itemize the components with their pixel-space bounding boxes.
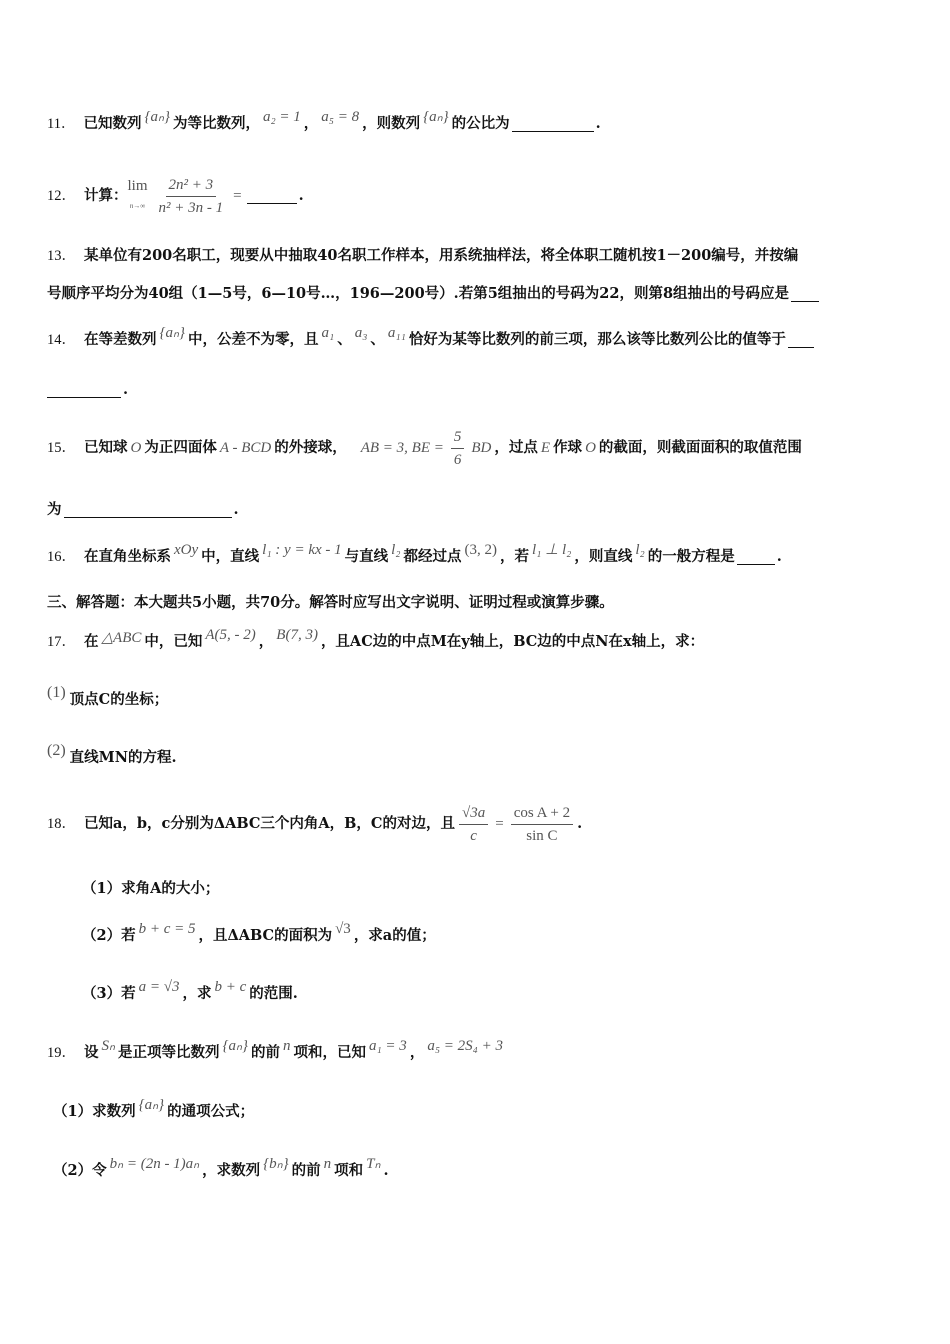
text: . [577,815,583,832]
fraction [156,175,227,218]
answer-blank[interactable] [512,117,594,132]
text: （2）若 [82,927,136,944]
numerator: 5 [451,427,465,449]
text: ， [303,115,319,132]
math: b + c [214,979,247,995]
fraction [451,427,465,470]
math: B(7, 3) [276,627,318,643]
question-number: 11． [47,116,76,132]
question-number: 18． [47,816,76,832]
numerator: cos A + 2 [511,803,573,825]
text: ，若 [500,548,530,565]
question-number: 16． [47,549,76,565]
question-19-part-2 [53,1156,910,1181]
question-17-part-1 [47,684,910,710]
text: 号顺序平均分为40组（1—5号，6—10号…，196—200号）.若第5组抽出的号码为22，则第8组抽出的号码应是 [47,285,790,302]
math: Sₙ [101,1038,115,1054]
text: （1）求角A的大小； [82,880,220,897]
question-17 [47,627,910,652]
text: （1）求数列 [53,1103,136,1120]
text: 的通项公式； [167,1103,255,1120]
question-13-line-2 [47,284,910,304]
question-number: 12． [47,188,76,204]
math: {aₙ} [159,325,185,341]
question-number: 17． [47,634,76,650]
text: 与直线 [344,548,389,565]
text: 已知数列 [83,115,142,132]
math: n [282,1038,291,1054]
math: (3, 2) [464,542,498,558]
question-19-part-1 [53,1097,910,1122]
math: a₅ = 8 [321,109,360,125]
text: 的前 [291,1162,321,1179]
text: （2）令 [53,1162,107,1179]
question-12 [47,176,910,216]
answer-blank[interactable] [788,333,814,348]
denominator: 6 [453,451,462,468]
text: ，则数列 [362,115,421,132]
text: 直线MN的方程. [69,749,177,766]
limit-subscript: n→∞ [129,202,146,210]
question-11 [47,109,910,134]
text: 为 [47,501,62,518]
fraction [511,803,573,846]
text: ， [258,633,274,650]
text: . [595,115,601,132]
section-title: 三、解答题：本大题共5小题，共70分。解答时应写出文字说明、证明过程或演算步骤。 [47,594,614,611]
math: O [130,440,142,456]
text: 在 [84,633,99,650]
math: √3 [335,921,351,937]
math: a₁ = 3 [368,1038,407,1054]
math: Tₙ [366,1156,381,1172]
question-15-line-2 [47,500,910,520]
question-number: 19． [47,1045,76,1061]
math: {aₙ} [423,109,449,125]
text: 中，直线 [201,548,260,565]
question-17-part-2 [47,742,910,768]
question-number: 13． [47,248,76,264]
text: ，求数列 [202,1162,261,1179]
math: O [585,440,596,456]
math: {aₙ} [144,109,170,125]
answer-blank[interactable] [737,550,775,565]
math: a₁ [321,325,335,341]
text: 中，已知 [144,633,203,650]
math: b + c = 5 [138,921,196,937]
math: xOy [174,542,199,558]
text: 为正四面体 [144,439,217,456]
text: 项和 [334,1162,364,1179]
equals: = [233,188,242,204]
text: （3）若 [82,985,136,1002]
text: ，且AC边的中点M在y轴上，BC边的中点N在x轴上，求： [320,633,705,650]
math: l₂ [391,542,401,558]
text: 的一般方程是 [647,548,735,565]
math: AB = 3, BE = [360,440,444,456]
math: A - BCD [219,440,272,456]
text: 作球 [553,439,583,456]
fraction [459,803,488,846]
text: 的截面，则截面面积的取值范围 [598,439,802,456]
math: {aₙ} [138,1097,165,1113]
math: E [540,440,551,456]
text: . [776,548,782,565]
question-number: 14． [47,332,76,348]
question-18-part-1 [82,879,910,899]
text: ，且ΔABC的面积为 [198,927,333,944]
math: bₙ = (2n - 1)aₙ [109,1156,200,1172]
part-marker: (2) [47,742,66,759]
section-3-heading [47,593,910,613]
text: 中，公差不为零，且 [187,331,319,348]
text: 为等比数列， [172,115,260,132]
math: l₁ : y = kx - 1 [262,542,342,558]
math: △ABC [101,630,142,646]
text: 、 [370,331,385,348]
text: ， [409,1044,425,1061]
question-number: 15． [47,440,76,456]
math: a₂ = 1 [262,109,301,125]
text: 都经过点 [403,548,462,565]
text: 已知球 [84,439,128,456]
math: a₅ = 2S₄ + 3 [427,1038,503,1054]
question-14-line-2 [47,380,910,400]
text: ，过点 [494,439,538,456]
question-18 [47,798,910,850]
question-18-part-3 [82,979,910,1004]
text: ，求 [182,985,212,1002]
math: l₂ [635,542,645,558]
answer-blank[interactable] [47,383,121,398]
math: A(5, - 2) [205,627,256,643]
question-15 [47,424,910,472]
text: . [123,381,129,398]
text: 项和，已知 [293,1044,366,1061]
math: n [323,1156,332,1172]
part-marker: (1) [47,684,66,701]
math: a = √3 [138,979,180,995]
question-19 [47,1038,910,1063]
text: 恰好为某等比数列的前三项，那么该等比数列公比的值等于 [408,331,786,348]
text: 在直角坐标系 [84,548,171,565]
math: a₃ [354,325,368,341]
math: {bₙ} [263,1156,289,1172]
question-14 [47,325,910,350]
denominator: n² + 3n - 1 [158,199,224,216]
math: {aₙ} [222,1038,248,1054]
math: BD [471,440,492,456]
text: ，求a的值； [353,927,436,944]
text: 设 [84,1044,99,1061]
text: 的前 [250,1044,280,1061]
numerator: 2n² + 3 [166,175,217,197]
numerator: √3a [459,803,488,825]
denominator: c [470,827,477,844]
text: 已知a，b，c分别为ΔABC三个内角A，B，C的对边，且 [84,815,455,832]
text: 的外接球， [274,439,347,456]
question-16 [47,542,910,567]
answer-blank[interactable] [64,503,232,518]
denominator: sin C [526,827,558,844]
text: 的范围. [249,985,298,1002]
text: . [383,1162,389,1179]
math: a₁₁ [387,325,406,341]
equals: = [495,816,504,832]
answer-blank[interactable] [247,189,297,204]
answer-blank[interactable] [791,287,819,302]
text: . [233,501,239,518]
text: . [298,187,304,204]
text: 计算： [84,187,128,204]
text: 是正项等比数列 [117,1044,220,1061]
text: 的公比为 [451,115,510,132]
text: 顶点C的坐标； [69,691,169,708]
limit-symbol: lim [127,178,148,194]
text: 、 [337,331,352,348]
math: l₁ ⊥ l₂ [532,542,572,558]
question-18-part-2 [82,921,910,946]
limit [128,176,148,216]
text: 在等差数列 [84,331,157,348]
text: 某单位有200名职工，现要从中抽取40名职工作样本，用系统抽样法，将全体职工随机按1－200编号，并按编 [84,247,799,264]
question-13-line-1 [47,246,910,266]
text: ，则直线 [574,548,633,565]
